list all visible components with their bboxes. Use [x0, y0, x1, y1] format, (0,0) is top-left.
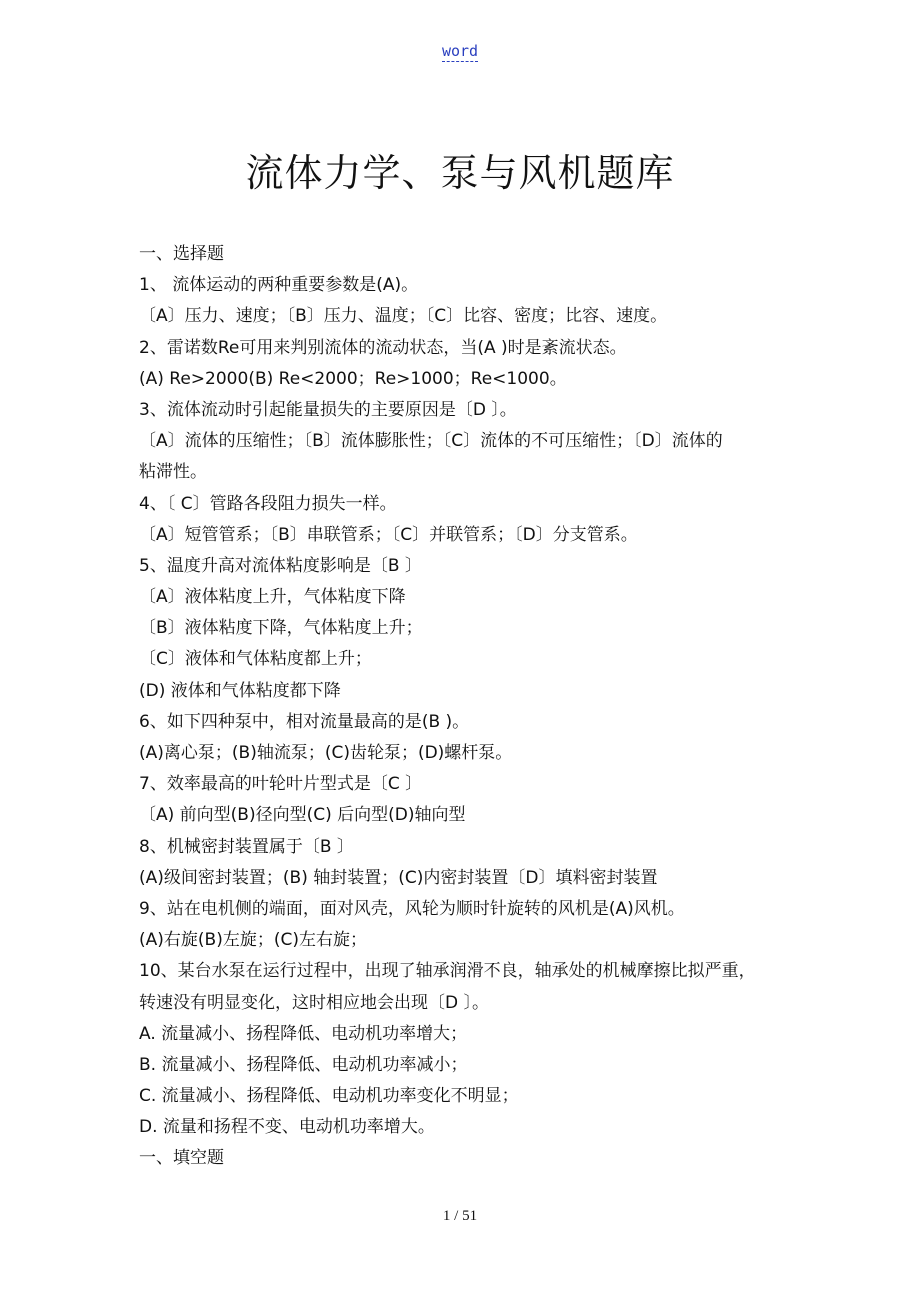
question-10: 10、某台水泵在运行过程中，出现了轴承润滑不良，轴承处的机械摩擦比拟严重，	[139, 961, 756, 982]
question-2-options: (A) Re>2000(B) Re<2000；Re>1000；Re<1000。	[139, 368, 567, 389]
section-heading-fill: 一、填空题	[139, 1148, 224, 1169]
question-8: 8、机械密封装置属于〔B 〕	[139, 836, 354, 857]
header-link-text[interactable]: word	[441, 42, 479, 60]
question-1: 1、 流体运动的两种重要参数是(A)。	[139, 275, 419, 296]
question-9-options: (A)右旋(B)左旋；(C)左右旋；	[139, 930, 367, 951]
question-6-options: (A)离心泵；(B)轴流泵；(C)齿轮泵；(D)螺杆泵。	[139, 743, 513, 763]
question-10-option-d: D. 流量和扬程不变、电动机功率增大。	[139, 1117, 435, 1138]
question-6: 6、如下四种泵中，相对流量最高的是(B )。	[139, 711, 470, 732]
question-3-options: 〔A〕流体的压缩性；〔B〕流体膨胀性；〔C〕流体的不可压缩性；〔D〕流体的	[139, 431, 723, 452]
question-9: 9、站在电机侧的端面，面对风壳，风轮为顺时针旋转的风机是(A)风机。	[139, 898, 685, 919]
question-7: 7、效率最高的叶轮叶片型式是〔C 〕	[139, 774, 423, 795]
header-word-link[interactable]	[0, 40, 920, 62]
question-5-option-c: 〔C〕液体和气体粘度都上升；	[139, 649, 372, 670]
question-5: 5、温度升高对流体粘度影响是〔B 〕	[139, 555, 422, 576]
question-8-options: (A)级间密封装置；(B) 轴封装置；(C)内密封装置〔D〕填料密封装置	[139, 867, 658, 888]
question-10-option-a: A. 流量减小、扬程降低、电动机功率增大；	[139, 1023, 468, 1044]
question-3: 3、流体流动时引起能量损失的主要原因是〔D 〕。	[139, 399, 517, 420]
question-4: 4、〔 C〕管路各段阻力损失一样。	[139, 493, 397, 514]
document-body	[139, 239, 799, 1175]
question-5-option-d: (D) 液体和气体粘度都下降	[139, 680, 341, 701]
question-10-option-b: B. 流量减小、扬程降低、电动机功率减小；	[139, 1054, 468, 1075]
question-10-cont: 转速没有明显变化，这时相应地会出现〔D 〕。	[139, 992, 489, 1013]
question-3-options-cont: 粘滞性。	[139, 462, 207, 483]
question-7-options: 〔A) 前向型(B)径向型(C) 后向型(D)轴向型	[139, 805, 466, 826]
question-4-options: 〔A〕短管管系；〔B〕串联管系；〔C〕并联管系；〔D〕分支管系。	[139, 524, 638, 545]
question-5-option-a: 〔A〕液体粘度上升，气体粘度下降	[139, 587, 406, 608]
question-10-option-c: C. 流量减小、扬程降低、电动机功率变化不明显；	[139, 1086, 519, 1107]
section-heading-choice: 一、选择题	[139, 244, 224, 264]
question-5-option-b: 〔B〕液体粘度下降，气体粘度上升；	[139, 618, 423, 639]
question-1-options: 〔A〕压力、速度；〔B〕压力、温度；〔C〕比容、密度；比容、速度。	[139, 306, 668, 327]
page-title: 流体力学、泵与风机题库	[245, 151, 675, 195]
page-number: 1 / 51	[442, 1208, 478, 1224]
question-2: 2、雷诺数Re可用来判别流体的流动状态，当(A )时是紊流状态。	[139, 337, 627, 358]
